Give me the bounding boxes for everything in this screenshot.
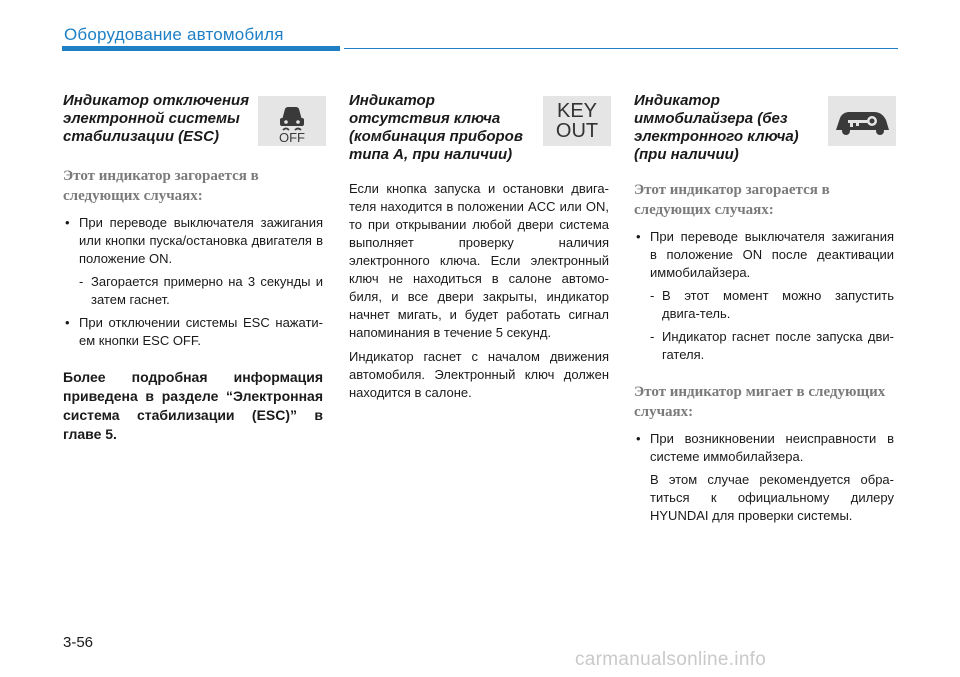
- list-item: - В этот момент можно запустить двига-тель.: [650, 288, 894, 321]
- header-rule-thick: [62, 46, 340, 51]
- esc-off-indicator: [258, 96, 326, 146]
- car-key-icon: [828, 96, 896, 146]
- bullet-text: При возникновении неисправности в системе иммобилайзера.: [650, 431, 894, 464]
- page-number: 3-56: [63, 634, 94, 651]
- heading-line: Индикатор: [349, 92, 435, 109]
- header-rule-thin: [344, 48, 898, 49]
- subheading-line: Этот индикатор загорается в: [634, 182, 830, 198]
- list-item: • При возникновении неисправности в системе иммобилайзера.: [636, 431, 894, 464]
- heading-line: электронного ключа): [634, 128, 799, 145]
- heading-line: отсутствия ключа: [349, 110, 501, 127]
- heading-line: Индикатор: [634, 92, 720, 109]
- key-out-icon-line1: KEY: [556, 100, 598, 122]
- subheading-line: следующих случаях:: [634, 202, 774, 218]
- subheading-line: случаях:: [634, 404, 694, 420]
- key-out-description: Если кнопка запуска и остановки двига-теля находится в положении ACC или ON, то при открывании любой двери система выполняет проверку наличия электронного ключа. Если электронный ключ не находиться в салоне автомо-биля, и все двери закрыты, индикатор начнет мигать, и будет работать сигнал напоминания в течение 5 секунд.: [349, 181, 609, 340]
- immobilizer-indicator: [828, 96, 896, 146]
- key-out-indicator: [543, 96, 611, 146]
- key-out-note: Индикатор гаснет с началом движения автомобиля. Электронный ключ должен находится в салоне.: [349, 349, 609, 400]
- heading-line: типа A, при наличии): [349, 146, 513, 163]
- heading-line: электронной системы: [63, 110, 240, 127]
- list-item: - Индикатор гаснет после запуска дви-гателя.: [650, 329, 894, 362]
- immobilizer-on-subheading: [634, 180, 894, 220]
- heading-line: иммобилайзера (без: [634, 110, 788, 127]
- esc-off-subheading: [63, 166, 323, 206]
- bullet-text: При отключении системы ESC нажати-ем кнопки ESC OFF.: [79, 315, 323, 348]
- esc-off-icon: [258, 96, 326, 146]
- immobilizer-blink-subheading: [634, 382, 894, 422]
- subheading-line: Этот индикатор загорается в: [63, 168, 259, 184]
- heading-line: стабилизации (ESC): [63, 128, 219, 145]
- section-title: Оборудование автомобиля: [64, 25, 284, 44]
- list-item: • При переводе выключателя зажигания или кнопки пуска/остановка двигателя в положение ON.: [65, 215, 323, 266]
- heading-line: (комбинация приборов: [349, 128, 523, 145]
- key-out-icon-line2: OUT: [555, 120, 599, 142]
- more-info-note: Более подробная информация приведена в разделе “Электронная система стабилизации (ESC)” в главе 5.: [63, 369, 323, 442]
- dash-text: В этот момент можно запустить двига-тель.: [662, 288, 894, 321]
- list-item: • При переводе выключателя зажигания в положение ON после деактивации иммобилайзера.: [636, 229, 894, 280]
- list-item: - Загорается примерно на 3 секунды и затем гаснет.: [79, 274, 323, 307]
- dash-text: Загорается примерно на 3 секунды и затем гаснет.: [91, 274, 323, 307]
- list-item: • При отключении системы ESC нажати-ем кнопки ESC OFF.: [65, 315, 323, 348]
- bullet-text: При переводе выключателя зажигания или кнопки пуска/остановка двигателя в положение ON.: [79, 215, 323, 266]
- heading-line: Индикатор отключения: [63, 92, 250, 109]
- heading-line: (при наличии): [634, 146, 739, 163]
- watermark: carmanualsonline.info: [575, 649, 767, 670]
- list-item-continuation: В этом случае рекомендуется обра-титься к официальному дилеру HYUNDAI для проверки системы.: [650, 472, 894, 523]
- subheading-line: следующих случаях:: [63, 188, 203, 204]
- column-immobilizer: [634, 92, 894, 525]
- bullet-text: При переводе выключателя зажигания в положение ON после деактивации иммобилайзера.: [650, 229, 894, 280]
- dash-text: Индикатор гаснет после запуска дви-гателя.: [662, 329, 894, 362]
- esc-off-icon-label: OFF: [279, 130, 305, 145]
- subheading-line: Этот индикатор мигает в следующих: [634, 384, 886, 400]
